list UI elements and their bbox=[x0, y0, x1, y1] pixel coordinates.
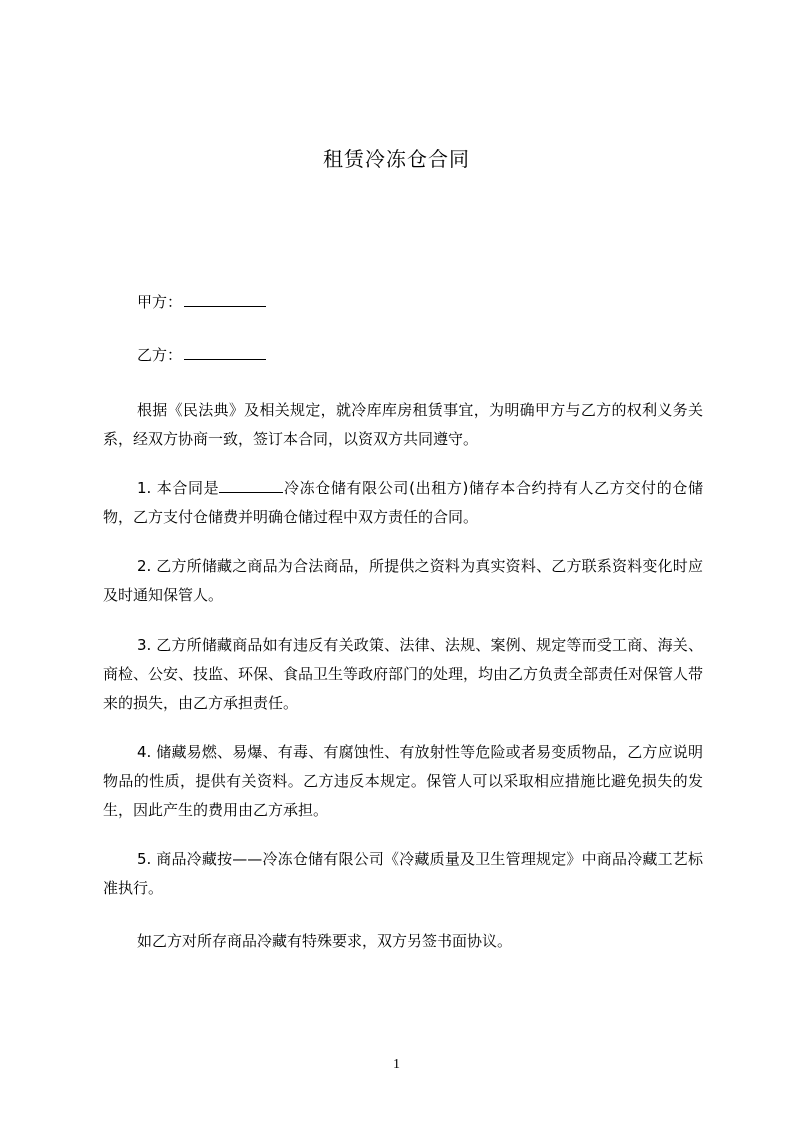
clause-1-suffix: 冷冻仓储有限公司(出租方)储存本合约持有人乙方交付的仓储物，乙方支付仓储费并明确仓储过程中双方责任的合同。 bbox=[103, 479, 703, 526]
clause-4: 4. 储藏易燃、易爆、有毒、有腐蚀性、有放射性等危险或者易变质物品，乙方应说明物品的性质，提供有关资料。乙方违反本规定。保管人可以采取相应措施比避免损失的发生，因此产生的费用由乙方承担。 bbox=[103, 743, 703, 819]
party-a-blank bbox=[184, 292, 266, 307]
clause-2: 2. 乙方所储藏之商品为合法商品，所提供之资料为真实资料、乙方联系资料变化时应及时通知保管人。 bbox=[103, 557, 703, 604]
clause-1 bbox=[103, 474, 703, 532]
document-title: 租赁冷冻仓合同 bbox=[323, 147, 470, 171]
party-b-label: 乙方： bbox=[137, 346, 183, 364]
page-number: 1 bbox=[393, 1057, 400, 1072]
clause-3: 3. 乙方所储藏商品如有违反有关政策、法律、法规、案例、规定等而受工商、海关、商检、公安、技监、环保、食品卫生等政府部门的处理，均由乙方负责全部责任对保管人带来的损失，由乙方承担责任。 bbox=[103, 636, 704, 712]
party-b-line bbox=[137, 345, 266, 365]
company-name-blank bbox=[219, 478, 283, 493]
clause-5: 5. 商品冷藏按——冷冻仓储有限公司《冷藏质量及卫生管理规定》中商品冷藏工艺标准执行。 bbox=[103, 850, 703, 897]
closing-paragraph: 如乙方对所存商品冷藏有特殊要求，双方另签书面协议。 bbox=[137, 932, 513, 950]
party-a-label: 甲方： bbox=[137, 293, 183, 311]
party-a-line bbox=[137, 292, 266, 312]
clause-1-prefix: 1. 本合同是 bbox=[137, 479, 220, 497]
intro-paragraph: 根据《民法典》及相关规定，就冷库库房租赁事宜，为明确甲方与乙方的权利义务关系，经双方协商一致，签订本合同，以资双方共同遵守。 bbox=[103, 401, 703, 448]
party-b-blank bbox=[184, 345, 266, 360]
